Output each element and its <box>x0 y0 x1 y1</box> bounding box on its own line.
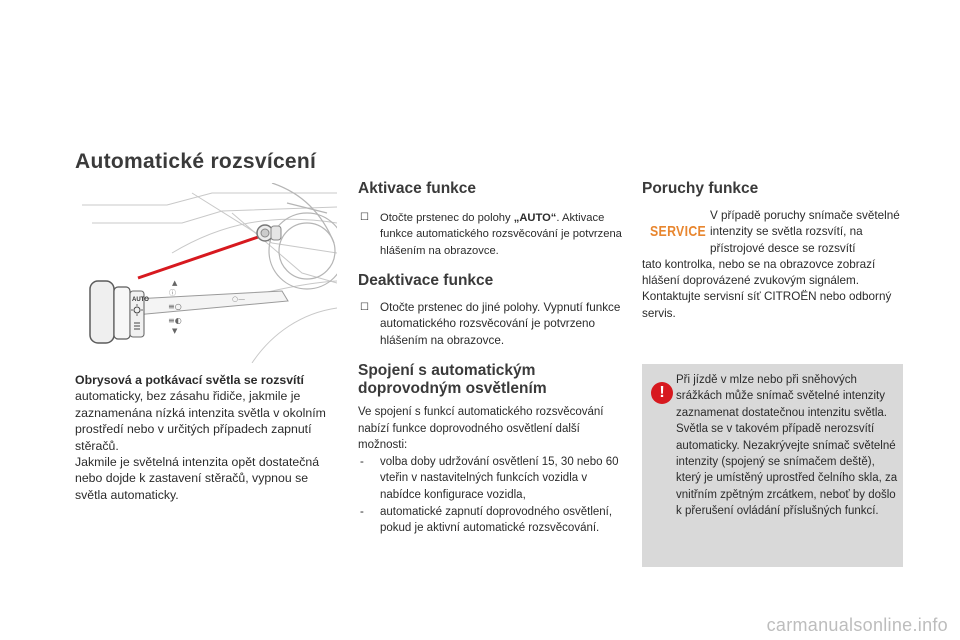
description-paragraph-1: automaticky, bez zásahu řidiče, jakmile je zaznamenána nízká intenzita světla v okolním prostředí nebo v určitých případech zapnutí stěračů. <box>75 389 326 453</box>
coupling-item-1: volba doby udržování osvětlení 15, 30 nebo 60 vteřin v nastavitelných funkcích vozidla v nabídce konfigurace vozidla, <box>380 455 619 501</box>
activation-text-before: Otočte prstenec do polohy <box>380 212 514 224</box>
service-badge-label: SERVICE <box>650 223 707 240</box>
activation-section <box>358 180 623 259</box>
activation-text-after: . Aktivace funkce automatického rozsvěcování je potvrzena hlášením na obrazovce. <box>380 212 622 257</box>
svg-text:≡○: ≡○ <box>168 302 182 311</box>
coupling-intro: Ve spojení s funkcí automatického rozsvěcování nabízí funkce doprovodného osvětlení další možnosti: <box>358 406 604 452</box>
page-title: Automatické rozsvícení <box>75 150 317 173</box>
coupling-title-line-2: doprovodným osvětlením <box>358 380 547 397</box>
description-lead: Obrysová a potkávací světla se rozsvítí <box>75 373 304 387</box>
warning-box <box>642 364 903 567</box>
warning-text: Při jízdě v mlze nebo při sněhových srážkách může snímač světelné intenzity zaznamenat dostatečnou intenzitu světla. Světla se v takovém případě nerozsvítí automaticky. Nezakrývejte snímač světelné intenzity (spojený se snímačem deště), který je umístěný uprostřed čelního skla, za vnitřním zpětným zrcátkem, neboť by došlo k přerušení ovládání příslušných funkcí. <box>676 374 898 518</box>
list-item: - automatické zapnutí doprovodného osvětlení, pokud je aktivní automatické rozsvěcování. <box>360 505 613 535</box>
deactivation-text: Otočte prstenec do jiné polohy. Vypnutí funkce automatického rozsvěcování je potvrzeno hlášením na obrazovce. <box>380 301 621 347</box>
coupling-title-line-1: Spojení s automatickým <box>358 362 536 379</box>
svg-text:▼: ▼ <box>172 327 178 335</box>
svg-text:ⓘ: ⓘ <box>169 289 176 297</box>
list-item: - volba doby udržování osvětlení 15, 30 nebo 60 vteřin v nastavitelných funkcích vozidla v nabídce konfigurace vozidla, <box>360 455 619 501</box>
bullet-mark-icon: ☐ <box>360 302 369 313</box>
coupling-item-2: automatické zapnutí doprovodného osvětlení, pokud je aktivní automatické rozsvěcování. <box>380 505 613 535</box>
activation-title: Aktivace funkce <box>358 180 477 197</box>
bullet-mark-icon: ☐ <box>360 212 369 223</box>
light-switch-illustration <box>72 183 337 363</box>
svg-text:○—: ○— <box>232 295 246 303</box>
auto-label: AUTO <box>132 297 149 303</box>
deactivation-title: Deaktivace funkce <box>358 272 494 289</box>
faults-section <box>642 180 907 198</box>
faults-title: Poruchy funkce <box>642 180 759 197</box>
service-warning-icon <box>650 223 707 242</box>
svg-text:▲: ▲ <box>172 279 178 287</box>
deactivation-section <box>358 272 623 349</box>
coupling-section <box>358 362 623 537</box>
svg-text:≡◐: ≡◐ <box>168 316 182 325</box>
description-paragraph-2: Jakmile je světelná intenzita opět dostatečná nebo dojde k zastavení stěračů, vypnou se světla automaticky. <box>75 455 320 502</box>
faults-body <box>642 208 907 322</box>
watermark: carmanualsonline.info <box>766 615 948 635</box>
faults-text-full: tato kontrolka, nebo se na obrazovce zobrazí hlášení doprovázené zvukovým signálem. Kontaktujte servisní síť CITROËN nebo odborný servis. <box>642 257 892 320</box>
exclamation-icon: ! <box>651 382 673 404</box>
faults-text-indented: V případě poruchy snímače světelné intenzity se světla rozsvítí, na přístrojové desce se rozsvítí <box>710 209 900 255</box>
activation-text-auto: „AUTO“ <box>513 212 557 224</box>
auto-lights-description <box>75 372 340 503</box>
